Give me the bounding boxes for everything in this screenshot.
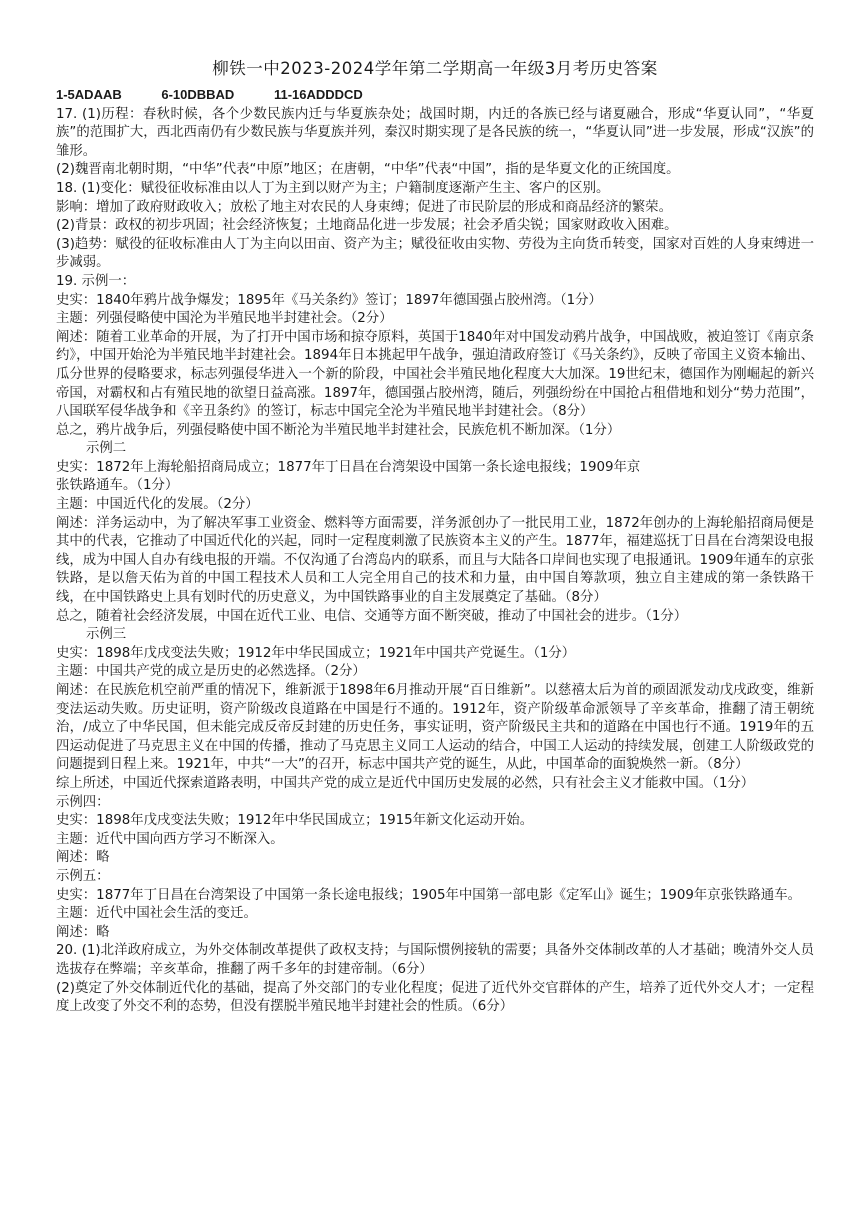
answer-paragraph: 影响：增加了政府财政收入；放松了地主对农民的人身束缚；促进了市民阶层的形成和商品经济的繁荣。 [56, 199, 672, 215]
document-title: 柳铁一中2023-2024学年第二学期高一年级3月考历史答案 [212, 59, 658, 78]
answer-paragraph: 阐述：洋务运动中，为了解决军事工业资金、燃料等方面需要，洋务派创办了一批民用工业，1872年创办的上海轮船招商局便是其中的代表，它推动了中国近代化的兴起，同时一定程度刺激了民族资本主义的产生。1877年，福建巡抚丁日昌在台湾架设电报线，成为中国人自办有线电报的开端。不仅沟通了台湾岛内的联系，而且与大陆各口岸间也实现了电报通讯。1909年通车的京张铁路，是以詹天佑为首的中国工程技术人员和工人完全用自己的技术和力量，由中国自筹款项，独立自主建成的第一条铁路干线，在中国铁路史上具有划时代的历史意义，为中国铁路事业的自主发展奠定了基础。（8分） [56, 515, 814, 606]
answer-paragraph: 18. (1)变化：赋役征收标准由以人丁为主到以财产为主；户籍制度逐渐产生主、客户的区别。 [56, 180, 610, 196]
answer-paragraph: 史实：1877年丁日昌在台湾架设了中国第一条长途电报线；1905年中国第一部电影《定军山》诞生；1909年京张铁路通车。 [56, 887, 801, 903]
multiple-choice-answers [56, 86, 814, 105]
answer-paragraph: (2)奠定了外交体制近代化的基础，提高了外交部门的专业化程度；促进了近代外交官群体的产生，培养了近代外交人才；一定程度上改变了外交不利的态势，但没有摆脱半殖民地半封建社会的性质。（6分） [56, 980, 814, 1015]
answer-paragraph: 史实：1898年戊戌变法失败；1912年中华民国成立；1915年新文化运动开始。 [56, 813, 534, 829]
answer-paragraph: (2)魏晋南北朝时期，“中华”代表“中原”地区；在唐朝，“中华”代表“中国”，指的是华夏文化的正统国度。 [56, 162, 680, 178]
answer-paragraph: 主题：近代中国向西方学习不断深入。 [56, 831, 284, 847]
answer-paragraph: 主题：中国共产党的成立是历史的必然选择。（2分） [56, 664, 366, 680]
answer-paragraph: 史实：1872年上海轮船招商局成立；1877年丁日昌在台湾架设中国第一条长途电报线；1909年京 [56, 459, 641, 475]
mc-answer-group: 6-10DBBAD [161, 87, 235, 102]
mc-answer-group: 11-16ADDDCD [273, 87, 363, 102]
answer-paragraph: 示例四： [56, 794, 110, 810]
answer-paragraph: 示例三 [86, 627, 127, 643]
answer-body [56, 106, 814, 1017]
answer-paragraph: 阐述：在民族危机空前严重的情况下，维新派于1898年6月推动开展“百日维新”。以慈禧太后为首的顽固派发动戊戌政变，维新变法运动失败。历史证明，资产阶级改良道路在中国是行不通的。1912年，资产阶级革命派领导了辛亥革命，推翻了清王朝统治，/成立了中华民国，但未能完成反帝反封建的历史任务，事实证明，资产阶级民主共和的道路在中国也行不通。1919年的五四运动促进了马克思主义在中国的传播，推动了马克思主义同工人运动的结合，中国工人运动的持续发展，创建工人阶级政党的问题提到日程上来。1921年，中共“一大”的召开，标志中国共产党的诞生，从此，中国革命的面貌焕然一新。（8分） [56, 683, 814, 773]
answer-paragraph: (2)背景：政权的初步巩固；社会经济恢复；土地商品化进一步发展；社会矛盾尖锐；国家财政收入困难。 [56, 218, 678, 234]
answer-paragraph: 19. 示例一： [56, 273, 136, 289]
answer-paragraph: 史实：1898年戊戌变法失败；1912年中华民国成立；1921年中国共产党诞生。（1分） [56, 645, 576, 661]
answer-paragraph: 阐述：略 [56, 850, 110, 866]
answer-paragraph: 阐述：随着工业革命的开展，为了打开中国市场和掠夺原料，英国于1840年对中国发动鸦片战争，中国战败，被迫签订《南京条约》，中国开始沦为半殖民地半封建社会。1894年日本挑起甲午战争，强迫清政府签订《马关条约》，反映了帝国主义资本输出、瓜分世界的侵略要求，标志列强侵华进入一个新的阶段，中国社会半殖民地化程度大大加深。19世纪末，德国作为刚崛起的新兴帝国，对霸权和占有殖民地的欲望日益高涨。1897年，德国强占胶州湾，随后，列强纷纷在中国抢占租借地和划分“势力范围”，八国联军侵华战争和《辛丑条约》的签订，标志中国完全沦为半殖民地半封建社会。（8分） [56, 329, 814, 420]
answer-paragraph: 示例二 [86, 441, 127, 457]
answer-paragraph: 总之，随着社会经济发展，中国在近代工业、电信、交通等方面不断突破，推动了中国社会的进步。（1分） [56, 608, 688, 624]
answer-paragraph: 史实：1840年鸦片战争爆发；1895年《马关条约》签订；1897年德国强占胶州湾。（1分） [56, 292, 602, 308]
answer-paragraph: 综上所述，中国近代探索道路表明，中国共产党的成立是近代中国历史发展的必然，只有社会主义才能救中国。（1分） [56, 775, 755, 791]
answer-paragraph: (3)趋势：赋役的征收标准由人丁为主向以田亩、资产为主；赋役征收由实物、劳役为主向货币转变，国家对百姓的人身束缚进一步减弱。 [56, 236, 814, 271]
answer-paragraph: 总之，鸦片战争后，列强侵略使中国不断沦为半殖民地半封建社会，民族危机不断加深。（1分） [56, 422, 621, 438]
answer-paragraph: 主题：近代中国社会生活的变迁。 [56, 906, 257, 922]
answer-paragraph: 20. (1)北洋政府成立，为外交体制改革提供了政权支持；与国际惯例接轨的需要；具备外交体制改革的人才基础；晚清外交人员选拔存在弊端；辛亥革命，推翻了两千多年的封建帝制。（6分） [56, 943, 814, 977]
answer-paragraph: 阐述：略 [56, 924, 110, 940]
answer-paragraph: 主题：中国近代化的发展。（2分） [56, 497, 259, 513]
answer-paragraph: 示例五： [56, 868, 110, 884]
answer-paragraph: 主题：列强侵略使中国沦为半殖民地半封建社会。（2分） [56, 311, 393, 327]
mc-answer-group: 1-5ADAAB [56, 87, 122, 102]
answer-paragraph: 张铁路通车。（1分） [56, 478, 179, 494]
answer-paragraph: 17. (1)历程：春秋时候，各个少数民族内迁与华夏族杂处；战国时期，内迁的各族已经与诸夏融合，形成“华夏认同”，“华夏族”的范围扩大，西北西南仍有少数民族与华夏族并列，秦汉时期实现了是各民族的统一，“华夏认同”进一步发展，形成“汉族”的雏形。 [56, 106, 814, 159]
